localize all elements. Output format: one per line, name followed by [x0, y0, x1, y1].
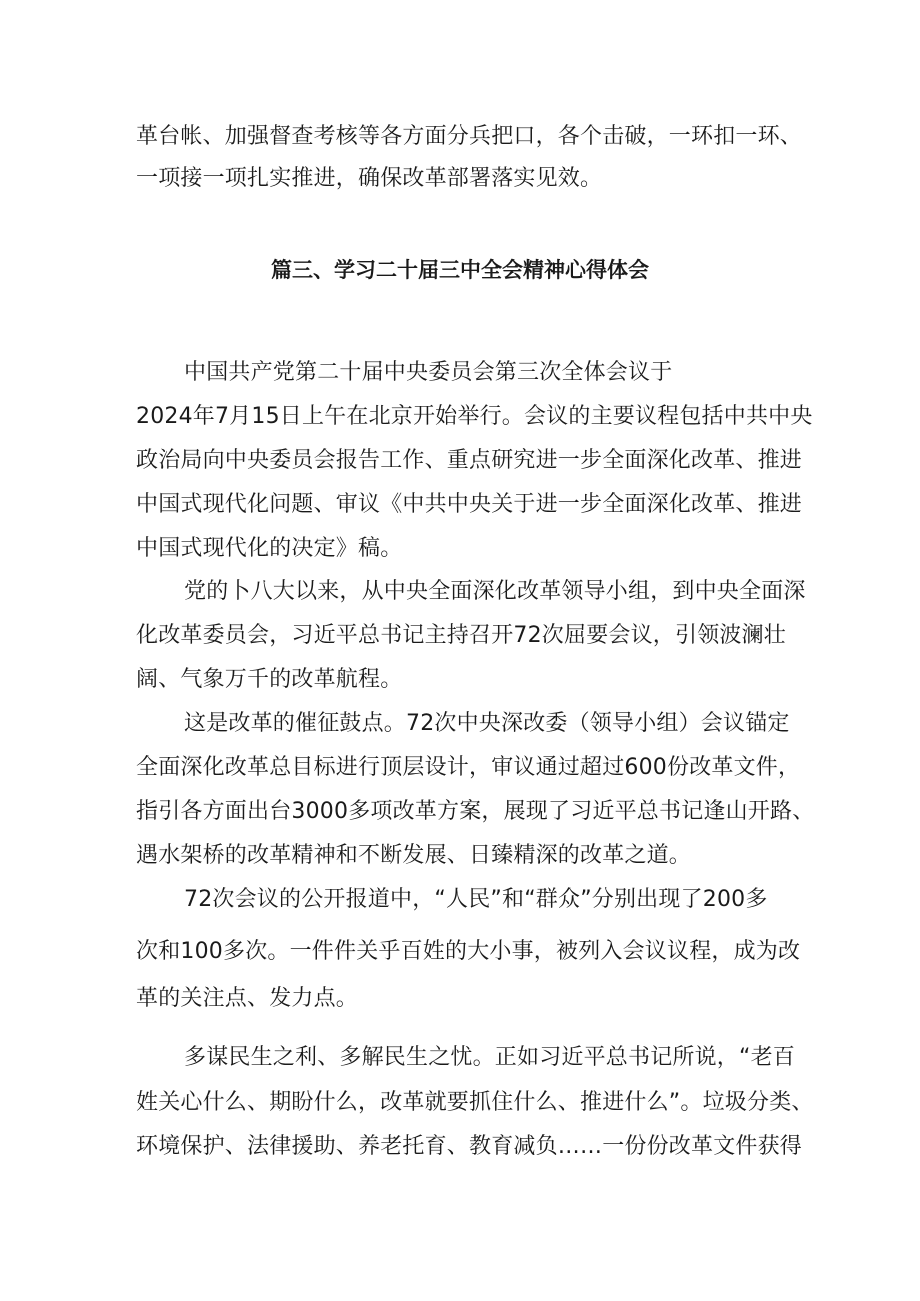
paragraph-line: 遇水架桥的改革精神和不断发展、日臻精深的改革之道。 — [136, 843, 692, 868]
paragraph-line: 阔、气象万千的改革航程。 — [136, 667, 403, 692]
paragraph-line: 中国式现代化的决定》稿。 — [136, 536, 403, 561]
paragraph-line: 这是改革的催征鼓点。72次中央深改委（领导小组）会议锚定 — [184, 711, 790, 736]
paragraph-line: 72次会议的公开报道中，“人民”和“群众”分别出现了200多 — [184, 887, 768, 912]
paragraph-line: 政治局向中央委员会报告工作、重点研究进一步全面深化改革、推进 — [136, 448, 803, 473]
section-title: 篇三、学习二十届三中全会精神心得体会 — [271, 258, 649, 282]
paragraph-line: 革的关注点、发力点。 — [136, 986, 359, 1011]
paragraph-line: 中国共产党第二十届中央委员会第三次全体会议于 — [184, 360, 673, 385]
paragraph-line: 指引各方面出台3000多项改革方案，展现了习近平总书记逢山开路、 — [136, 799, 815, 824]
continuation-line: 一项接一项扎实推进，确保改革部署落实见效。 — [136, 166, 603, 191]
paragraph-line: 党的卜八大以来，从中央全面深化改革领导小组，到中央全面深 — [184, 579, 806, 604]
paragraph-line: 化改革委员会，习近平总书记主持召开72次屈要会议，引领波澜壮 — [136, 623, 786, 648]
paragraph-line: 中国式现代化问题、审议《中共中央关于进一步全面深化改革、推进 — [136, 492, 803, 517]
continuation-line: 革台帐、加强督查考核等各方面分兵把口，各个击破，一环扣一环、 — [136, 124, 803, 149]
paragraph-line: 全面深化改革总目标进行顶层设计，审议通过超过600份改革文件， — [136, 755, 801, 780]
paragraph-line: 多谋民生之利、多解民生之忧。正如习近平总书记所说，“老百 — [184, 1045, 795, 1070]
paragraph-line: 姓关心什么、期盼什么，改革就要抓住什么、推进什么”。垃圾分类、 — [136, 1090, 814, 1115]
paragraph-line: 2024年7月15日上午在北京开始举行。会议的主要议程包括中共中央 — [136, 404, 813, 429]
paragraph-line: 环境保护、法律援助、养老托育、教育减负……一份份改革文件获得 — [136, 1134, 803, 1159]
paragraph-line: 次和100多次。一件件关乎百姓的大小事，被列入会议议程，成为改 — [136, 939, 801, 964]
